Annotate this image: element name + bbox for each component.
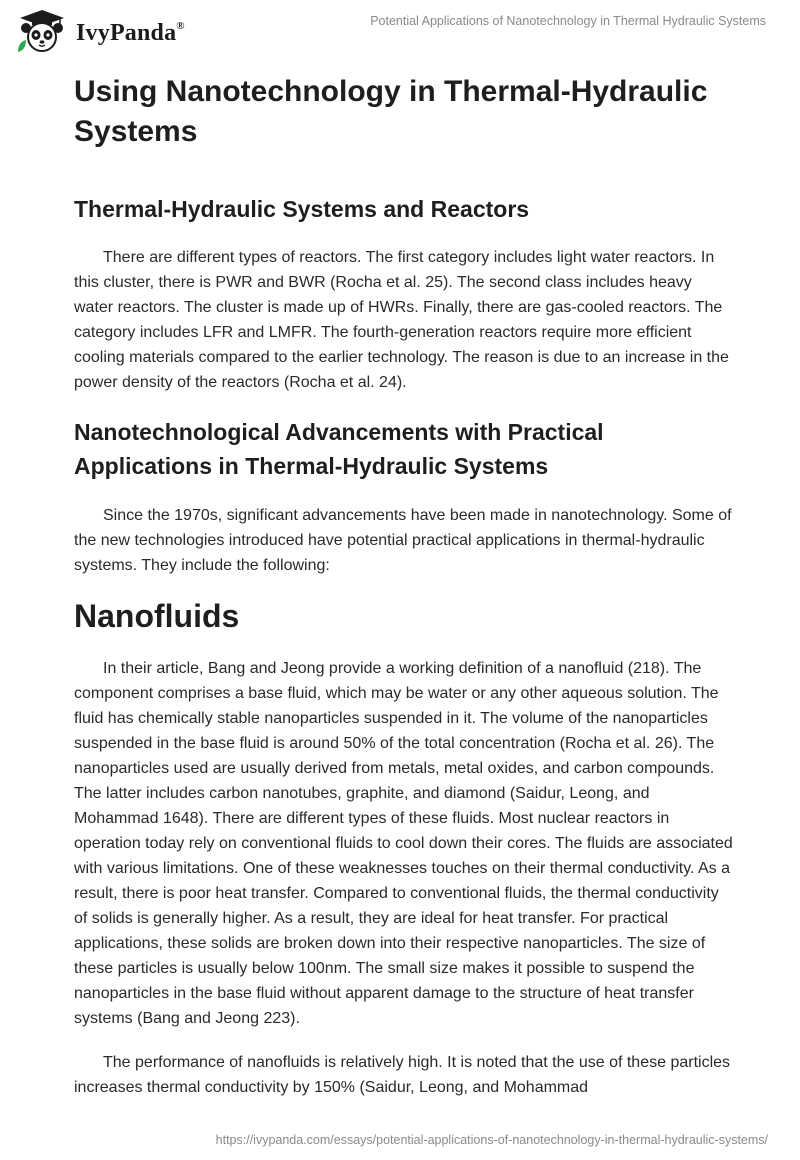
ivypanda-logo[interactable] xyxy=(14,8,204,54)
section-heading-nanofluids: Nanofluids xyxy=(74,598,240,634)
section-heading-nanotechnological-advancements: Nanotechnological Advancements with Practical Applications in Thermal-Hydraulic Systems xyxy=(74,419,604,479)
section-heading-thermal-hydraulic-systems: Thermal-Hydraulic Systems and Reactors xyxy=(74,196,530,222)
article-content xyxy=(74,72,734,1100)
paragraph: The performance of nanofluids is relatively high. It is noted that the use of these particles increases thermal conductivity by 150% (Saidur, Leong, and Mohammad xyxy=(74,1054,731,1096)
panda-logo-icon xyxy=(14,8,70,54)
paragraph: Since the 1970s, significant advancements have been made in nanotechnology. Some of the new technologies introduced have potential practical applications in thermal-hydraulic systems. They include the following: xyxy=(74,507,732,574)
article-title: Using Nanotechnology in Thermal-Hydraulic Systems xyxy=(74,75,708,148)
source-url-link[interactable]: https://ivypanda.com/essays/potential-applications-of-nanotechnology-in-thermal-hydraulic-systems/ xyxy=(215,1133,768,1147)
page-header xyxy=(0,0,800,64)
brand-name: IvyPanda® xyxy=(76,20,185,46)
paragraph: There are different types of reactors. The first category includes light water reactors. In this cluster, there is PWR and BWR (Rocha et al. 25). The second class includes heavy water reactors. The cluster is made up of HWRs. Finally, there are gas-cooled reactors. The category includes LFR and LMFR. The fourth-generation reactors require more efficient cooling materials compared to the earlier technology. The reason is due to an increase in the power density of the reactors (Rocha et al. 24). xyxy=(74,249,729,391)
document-title: Potential Applications of Nanotechnology in Thermal Hydraulic Systems xyxy=(370,14,766,28)
paragraph: In their article, Bang and Jeong provide a working definition of a nanofluid (218). The component comprises a base fluid, which may be water or any other aqueous solution. The fluid has chemically stable nanoparticles suspended in it. The volume of the nanoparticles suspended in the base fluid is around 50% of the total concentration (Rocha et al. 26). The nanoparticles used are usually derived from metals, metal oxides, and carbon compounds. The latter includes carbon nanotubes, graphite, and diamond (Saidur, Leong, and Mohammad 1648). There are different types of these fluids. Most nuclear reactors in operation today rely on conventional fluids to cool down their cores. The fluids are associated with various limitations. One of these weaknesses touches on their thermal conductivity. As a result, there is poor heat transfer. Compared to conventional fluids, the thermal conductivity of solids is generally higher. As a result, they are ideal for heat transfer. For practical applications, these solids are broken down into their respective nanoparticles. The size of these particles is usually below 100nm. The small size makes it possible to suspend the nanoparticles in the base fluid without apparent damage to the structure of heat transfer systems (Bang and Jeong 223). xyxy=(74,660,733,1027)
